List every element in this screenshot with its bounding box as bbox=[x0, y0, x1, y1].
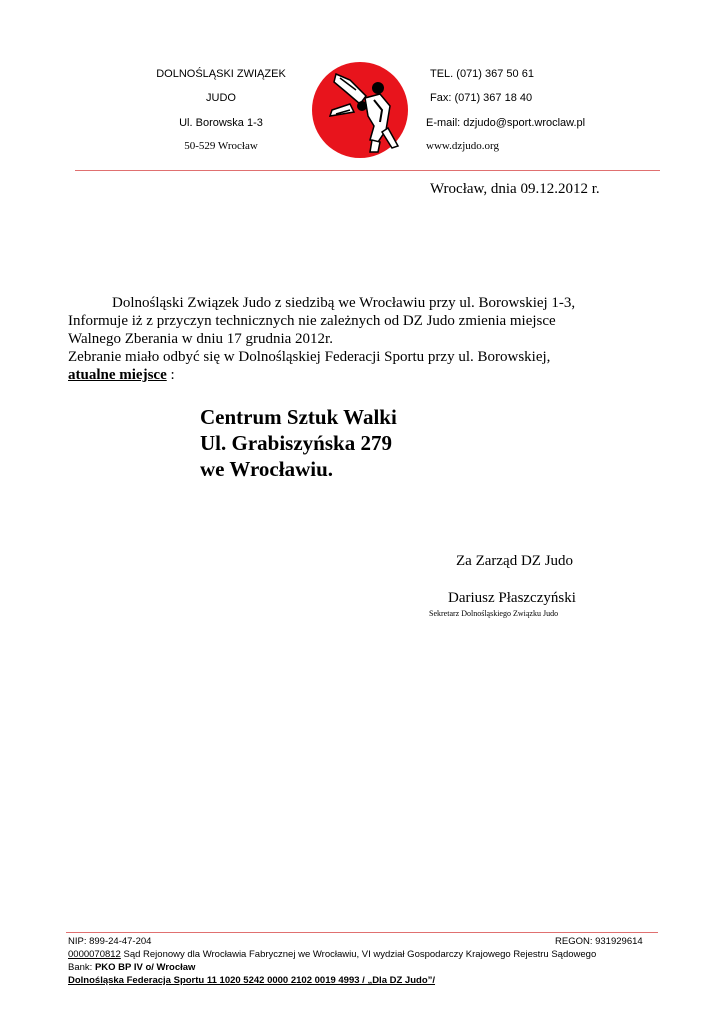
venue-city: we Wrocławiu. bbox=[200, 457, 334, 481]
body-line-3: Walnego Zberania w dniu 17 grudnia 2012r. bbox=[68, 331, 333, 347]
bank-account: Dolnośląska Federacja Sportu 11 1020 5242 0000 2102 0019 4993 / „Dla DZ Judo”/ bbox=[68, 975, 436, 986]
org-postal-city: 50-529 Wrocław bbox=[184, 140, 258, 152]
footer-krs bbox=[68, 949, 596, 962]
venue-name: Centrum Sztuk Walki bbox=[200, 405, 397, 429]
header-divider bbox=[75, 170, 660, 171]
org-name-line2: JUDO bbox=[206, 92, 236, 104]
signature-title: Sekretarz Dolnośląskiego Związku Judo bbox=[429, 609, 559, 618]
bank-label: Bank: bbox=[68, 962, 95, 973]
venue-street: Ul. Grabiszyńska 279 bbox=[200, 431, 392, 455]
date-line: Wrocław, dnia 09.12.2012 r. bbox=[430, 181, 600, 197]
footer-bank bbox=[68, 962, 195, 975]
krs-number: 0000070812 bbox=[68, 949, 121, 960]
judo-throw-logo bbox=[310, 60, 410, 160]
org-name-line1: DOLNOŚLĄSKI ZWIĄZEK bbox=[156, 68, 286, 80]
header-website[interactable]: www.dzjudo.org bbox=[426, 140, 500, 152]
header-phone: TEL. (071) 367 50 61 bbox=[430, 68, 534, 80]
footer-regon: REGON: 931929614 bbox=[555, 936, 643, 947]
header-fax: Fax: (071) 367 18 40 bbox=[430, 92, 533, 104]
org-address: Ul. Borowska 1-3 bbox=[179, 117, 263, 129]
signature-on-behalf: Za Zarząd DZ Judo bbox=[456, 553, 574, 569]
header-email[interactable]: E-mail: dzjudo@sport.wroclaw.pl bbox=[426, 117, 586, 129]
footer-account bbox=[68, 975, 435, 988]
krs-court: Sąd Rejonowy dla Wrocławia Fabrycznej we Wrocławiu, VI wydział Gospodarczy Krajowego Rejestru Sądowego bbox=[120, 949, 597, 960]
body-line-1: Dolnośląski Związek Judo z siedzibą we Wrocławiu przy ul. Borowskiej 1-3, bbox=[112, 295, 576, 311]
new-location-label: atualne miejsce bbox=[68, 367, 167, 383]
footer-nip: NIP: 899-24-47-204 bbox=[68, 936, 152, 947]
bank-name: PKO BP IV o/ Wrocław bbox=[94, 962, 196, 973]
signature-name: Dariusz Płaszczyński bbox=[448, 590, 576, 606]
body-line-5 bbox=[68, 366, 175, 384]
body-line-2: Informuje iż z przyczyn technicznych nie zależnych od DZ Judo zmienia miejsce bbox=[68, 313, 556, 329]
body-line-4: Zebranie miało odbyć się w Dolnośląskiej Federacji Sportu przy ul. Borowskiej, bbox=[68, 349, 551, 365]
footer-divider bbox=[66, 932, 658, 933]
body-line-5-colon: : bbox=[166, 367, 175, 383]
